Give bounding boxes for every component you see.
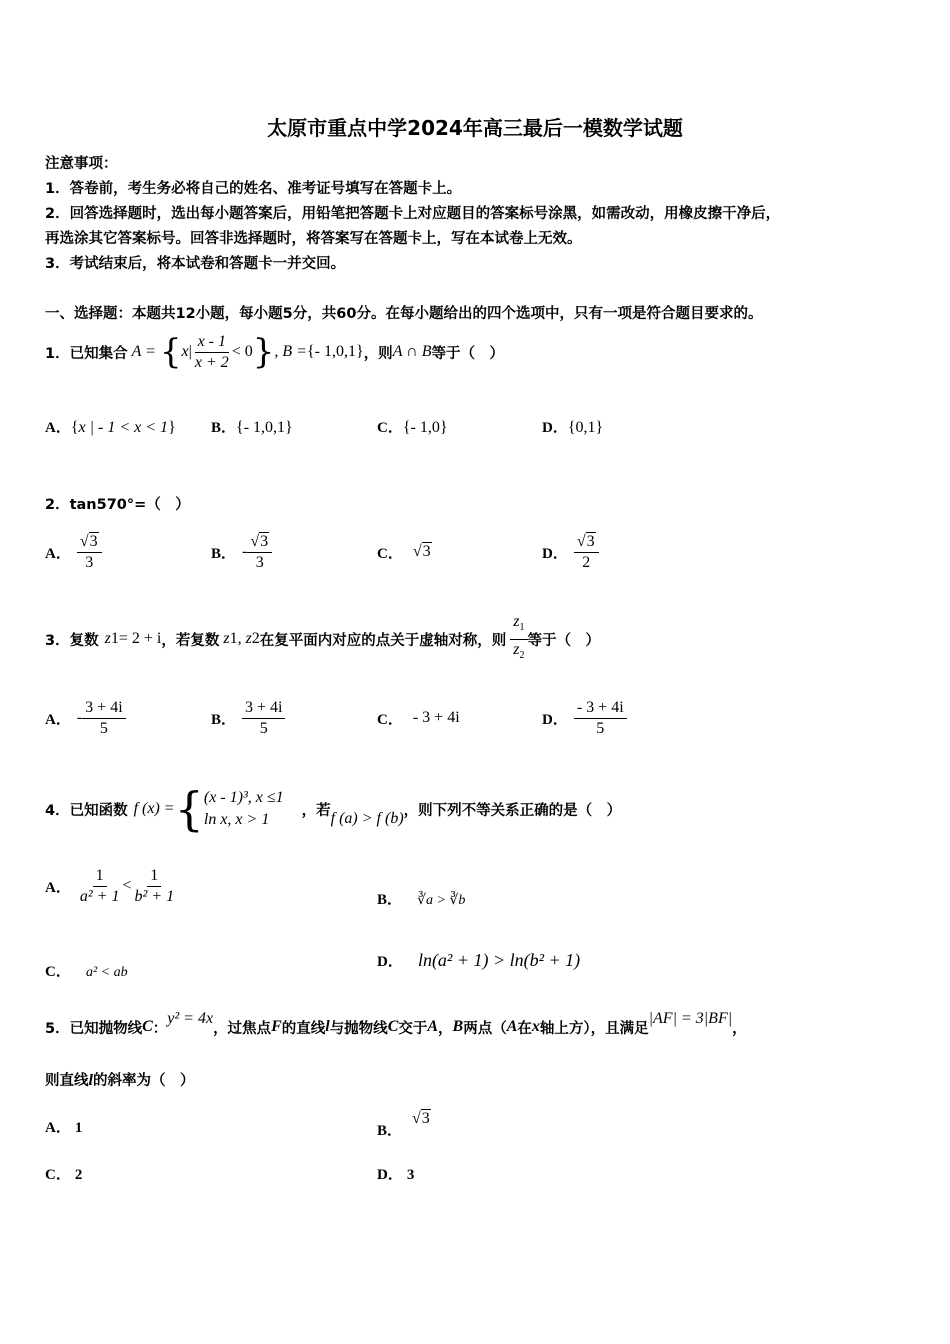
q1-fraction: $\frac{x - 1}{x + 2}$	[194, 332, 229, 371]
question-4: 4．已知函数 f (x) = { (x - 1)³, x ≤1 ln x, x > 1 ，若 f (a) > f (b) ，则下列不等关系正确的是（ ）	[45, 782, 622, 836]
q1-set-a: A =	[131, 343, 156, 360]
q1-prefix: 1．已知集合	[45, 345, 128, 362]
notice-item: 再选涂其它答案标号。回答非选择题时，将答案写在答题卡上，写在本试卷上无效。	[45, 231, 582, 247]
q4-option-d[interactable]: D． ln(a² + 1) > ln(b² + 1)	[377, 950, 581, 970]
q1-option-d[interactable]: D．{0,1}	[542, 419, 604, 436]
q4-option-c[interactable]: C． a² < ab	[45, 964, 128, 980]
q5-option-b[interactable]: B． √3	[377, 1110, 430, 1139]
q1-set-var: x	[181, 343, 189, 360]
q1-option-a[interactable]: A．{x | - 1 < x < 1}	[45, 419, 176, 436]
question-5-line2: 则直线l的斜率为（ ）	[45, 1072, 195, 1089]
q5-option-a[interactable]: A． 1	[45, 1120, 83, 1136]
q2-option-a[interactable]: A． $\frac{√3}{3}$	[45, 530, 102, 574]
q3-option-c[interactable]: C． - 3 + 4i	[377, 709, 460, 728]
q1-set-b-value: - 1,0,1	[314, 343, 356, 360]
q2-option-d[interactable]: D． $\frac{√3}{2}$	[542, 530, 599, 574]
q3-option-b[interactable]: B． $\frac{3 + 4i}{5}$	[211, 694, 285, 742]
notice-item: 1．答卷前，考生务必将自己的姓名、准考证号填写在答题卡上。	[45, 181, 462, 197]
q3-option-a[interactable]: A． - $\frac{3 + 4i}{5}$	[45, 694, 126, 742]
q1-option-c[interactable]: C．{- 1,0}	[377, 419, 448, 436]
q4-option-b[interactable]: B． ∛a > ∛b	[377, 892, 466, 908]
q1-ineq: < 0	[231, 343, 253, 360]
question-3: 3．复数 z 1 = 2 + i ，若复数 z 1 , z 2 在复平面内对应的点关于虚轴对称，则 $\frac{z_1}{z_2}$ 等于（ ）	[45, 613, 601, 661]
notice-heading: 注意事项：	[45, 156, 118, 172]
q2-option-b[interactable]: B． - $\frac{√3}{3}$	[211, 530, 272, 574]
q1-expr: A ∩ B	[392, 343, 432, 360]
question-1: 1．已知集合 A = { x | $\frac{x - 1}{x + 2}$ < 0 } , B = { - 1,0,1 } ，则 A ∩ B 等于（ ）	[45, 332, 504, 372]
q5-option-d[interactable]: D． 3	[377, 1167, 415, 1183]
notice-item: 2．回答选择题时，选出每小题答案后，用铅笔把答题卡上对应题目的答案标号涂黑，如需改动，用橡皮擦干净后，	[45, 206, 781, 222]
page-title: 太原市重点中学2024年高三最后一模数学试题	[267, 116, 683, 140]
notice-item: 3．考试结束后，将本试卷和答题卡一并交回。	[45, 256, 346, 272]
q4-option-a[interactable]: A． $\frac{1}{\text{a² + 1}}$ < $\frac{1}{\text{b² + 1}}$	[45, 866, 175, 905]
q2-option-c[interactable]: C． √3	[377, 543, 431, 562]
section-heading: 一、选择题：本题共12小题，每小题5分，共60分。在每小题给出的四个选项中，只有一项是符合题目要求的。	[45, 306, 763, 322]
q1-suffix: 等于（ ）	[431, 345, 504, 362]
q1-then: ，则	[363, 345, 393, 362]
q3-option-d[interactable]: D． $\frac{- 3 + 4i}{5}$	[542, 694, 627, 742]
q5-option-c[interactable]: C． 2	[45, 1167, 83, 1183]
question-5: 5．已知抛物线 C ： y² = 4x ，过焦点 F 的直线 l 与抛物线 C 交于 A ， B 两点（ A 在 x 轴上方），且满足 |AF| = 3|BF| ，	[45, 1010, 747, 1037]
q1-option-b[interactable]: B．{- 1,0,1}	[211, 419, 293, 436]
question-2: 2．tan570°=（ ）	[45, 497, 190, 513]
q1-set-b: , B =	[274, 343, 307, 360]
